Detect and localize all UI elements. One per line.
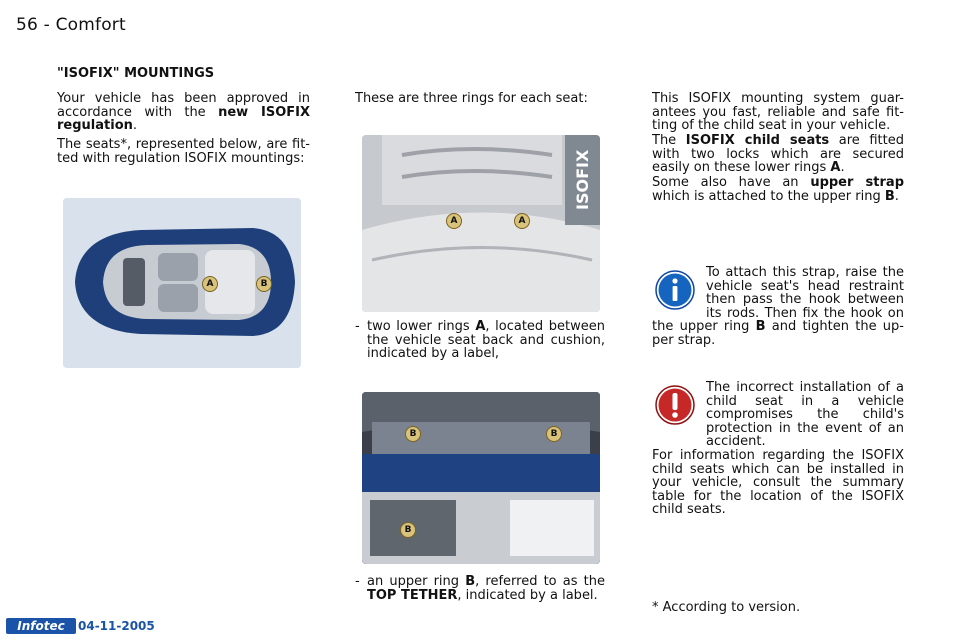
p3-pre: Some also have an xyxy=(652,175,811,190)
p2-bold: ISOFIX child seats xyxy=(685,133,830,148)
item1-text: two lower rings xyxy=(367,319,476,334)
p3-end: . xyxy=(894,188,899,204)
info-text-pre: To attach this strap, raise the vehicle seat's head restraint then pass the hook between its rods. Then fix the hook on the upper ring xyxy=(652,265,904,334)
p2-bold2: A xyxy=(830,160,841,175)
isofix-seats-paragraph xyxy=(652,134,904,175)
upper-ring-b-left: B xyxy=(405,426,421,442)
p2-pre: The xyxy=(652,133,686,148)
p3-bold2: B xyxy=(884,188,895,204)
rear-top-tether-image xyxy=(362,392,600,564)
item1-bold: A xyxy=(475,319,486,334)
page-header xyxy=(16,15,126,35)
lower-ring-a-left: A xyxy=(446,213,462,229)
isofix-badge: ISOFIX xyxy=(573,149,592,211)
upper-ring-b-right: B xyxy=(546,426,562,442)
lower-ring-a-right: A xyxy=(514,213,530,229)
info-text-bold: B xyxy=(755,319,766,334)
item2-post: , indicated by a label. xyxy=(457,587,598,603)
section-title: "ISOFIX" MOUNTINGS xyxy=(57,66,215,81)
isofix-system-paragraph: This ISOFIX mounting system guar-antees you fast, reliable and safe fit-ting of the child seat in your vehicle. xyxy=(652,91,904,133)
p2-end: . xyxy=(840,160,845,175)
upper-ring-b-inset: B xyxy=(400,522,416,538)
warning-callout-text: The incorrect installation of a child seat in a vehicle compromises the child's protection in the event of an accident. xyxy=(706,380,904,449)
ring-a-label: A xyxy=(202,276,218,292)
item2-mid: , referred to as the xyxy=(475,574,606,589)
rings-intro: These are three rings for each seat: xyxy=(355,91,588,106)
intro-end: . xyxy=(132,118,138,133)
info-text-post: and tighten the up-per strap. xyxy=(652,319,904,348)
seat-rings-image xyxy=(362,135,600,312)
item2-text: an upper ring xyxy=(367,574,466,589)
isofix-table-paragraph: For information regarding the ISOFIX child seats which can be installed in your vehicle, consult the summary table for the location of the ISOFIX child seats. xyxy=(652,448,904,517)
ring-b-label: B xyxy=(256,276,272,292)
footnote: * According to version. xyxy=(652,600,801,615)
item1-post: , located between the vehicle seat back and cushion, indicated by a label, xyxy=(367,319,606,361)
info-callout-text xyxy=(652,266,904,347)
warning-icon xyxy=(655,385,695,425)
p3-bold: upper strap xyxy=(810,175,904,190)
intro-text: Your vehicle has been approved in accordance with the xyxy=(57,91,310,120)
item2-bold: B xyxy=(465,574,476,589)
upper-strap-paragraph xyxy=(652,176,904,203)
intro-bold: new ISOFIX regulation xyxy=(57,104,310,133)
p2-mid: are fitted with two locks which are secured easily on these lower rings xyxy=(652,133,904,175)
infotec-logo: Infotec xyxy=(6,618,76,634)
p3-mid: which is attached to the upper ring xyxy=(652,188,885,204)
footer-date: 04-11-2005 xyxy=(78,619,155,633)
page-number: 56 xyxy=(16,15,39,35)
lower-rings-item xyxy=(355,320,605,361)
item2-bold2: TOP TETHER xyxy=(367,587,458,603)
seats-paragraph: The seats*, represented below, are fit-ted with regulation ISOFIX mountings: xyxy=(57,137,310,166)
item2-dash: - xyxy=(355,574,360,589)
car-top-view-image xyxy=(63,198,301,368)
upper-ring-item xyxy=(355,575,605,602)
page-section-title: - Comfort xyxy=(43,15,126,35)
intro-paragraph xyxy=(57,92,310,133)
item1-dash: - xyxy=(355,319,360,334)
